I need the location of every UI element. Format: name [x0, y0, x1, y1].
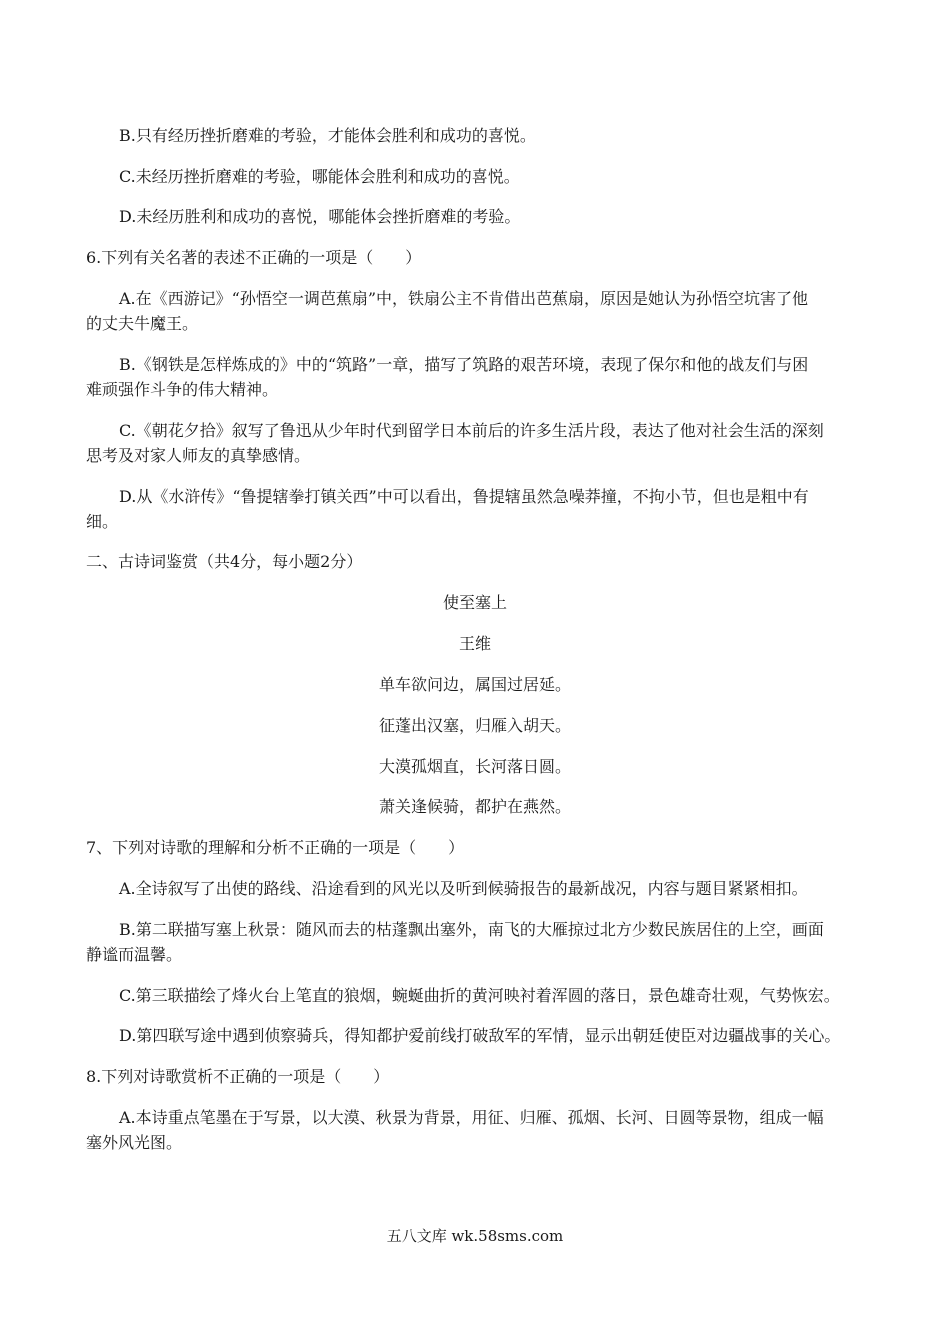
q7-option-c: C.第三联描绘了烽火台上笔直的狼烟，蜿蜒曲折的黄河映衬着浑圆的落日，景色雄奇壮观，气势恢宏。 [119, 986, 840, 1005]
q7-option-b-cont: 静谧而温馨。 [86, 945, 183, 964]
q6-option-b-cont: 难顽强作斗争的伟大精神。 [86, 380, 279, 399]
poem-author: 王维 [458, 634, 491, 653]
q6-option-c-cont: 思考及对家人师友的真挚感情。 [86, 446, 311, 465]
q6-option-d-cont: 细。 [86, 512, 119, 531]
poem-line: 征蓬出汉塞，归雁入胡天。 [378, 716, 571, 735]
q7-option-d: D.第四联写途中遇到侦察骑兵，得知都护爱前线打破敌军的军情，显示出朝廷使臣对边疆战事的关心。 [119, 1026, 841, 1045]
q7-option-a: A.全诗叙写了出使的路线、沿途看到的风光以及听到候骑报告的最新战况，内容与题目紧紧相扣。 [119, 879, 808, 898]
q5-option-c: C.未经历挫折磨难的考验，哪能体会胜利和成功的喜悦。 [119, 167, 520, 186]
poem-line: 萧关逢候骑，都护在燕然。 [378, 797, 571, 816]
q6-option-d: D.从《水浒传》“鲁提辖拳打镇关西”中可以看出，鲁提辖虽然急噪莽撞，不拘小节，但也是粗中有 [119, 487, 809, 506]
q6-option-b: B.《钢铁是怎样炼成的》中的“筑路”一章，描写了筑路的艰苦环境，表现了保尔和他的战友们与困 [119, 355, 809, 374]
q7-stem: 7、下列对诗歌的理解和分析不正确的一项是（ ） [86, 838, 465, 857]
q5-option-d: D.未经历胜利和成功的喜悦，哪能体会挫折磨难的考验。 [119, 207, 521, 226]
poem-line: 大漠孤烟直，长河落日圆。 [378, 757, 571, 776]
poem-line: 单车欲问边，属国过居延。 [378, 675, 571, 694]
poem-title: 使至塞上 [442, 593, 507, 612]
q6-option-c: C.《朝花夕拾》叙写了鲁迅从少年时代到留学日本前后的许多生活片段，表达了他对社会生活的深刻 [119, 421, 824, 440]
page-footer: 五八文库 wk.58sms.com [386, 1227, 564, 1245]
q6-option-a-cont: 的丈夫牛魔王。 [86, 314, 199, 333]
q8-option-a: A.本诗重点笔墨在于写景，以大漠、秋景为背景，用征、归雁、孤烟、长河、日圆等景物，组成一幅 [119, 1108, 824, 1127]
q7-option-b: B.第二联描写塞上秋景：随风而去的枯蓬飘出塞外，南飞的大雁掠过北方少数民族居住的上空，画面 [119, 920, 824, 939]
q6-stem: 6.下列有关名著的表述不正确的一项是（ ） [86, 248, 422, 267]
q5-option-b: B.只有经历挫折磨难的考验，才能体会胜利和成功的喜悦。 [119, 126, 536, 145]
q6-option-a: A.在《西游记》“孙悟空一调芭蕉扇”中，铁扇公主不肯借出芭蕉扇，原因是她认为孙悟空坑害了他 [119, 289, 809, 308]
q8-option-a-cont: 塞外风光图。 [86, 1133, 183, 1152]
section-heading: 二、古诗词鉴赏（共4分，每小题2分） [86, 552, 363, 571]
q8-stem: 8.下列对诗歌赏析不正确的一项是（ ） [86, 1067, 390, 1086]
